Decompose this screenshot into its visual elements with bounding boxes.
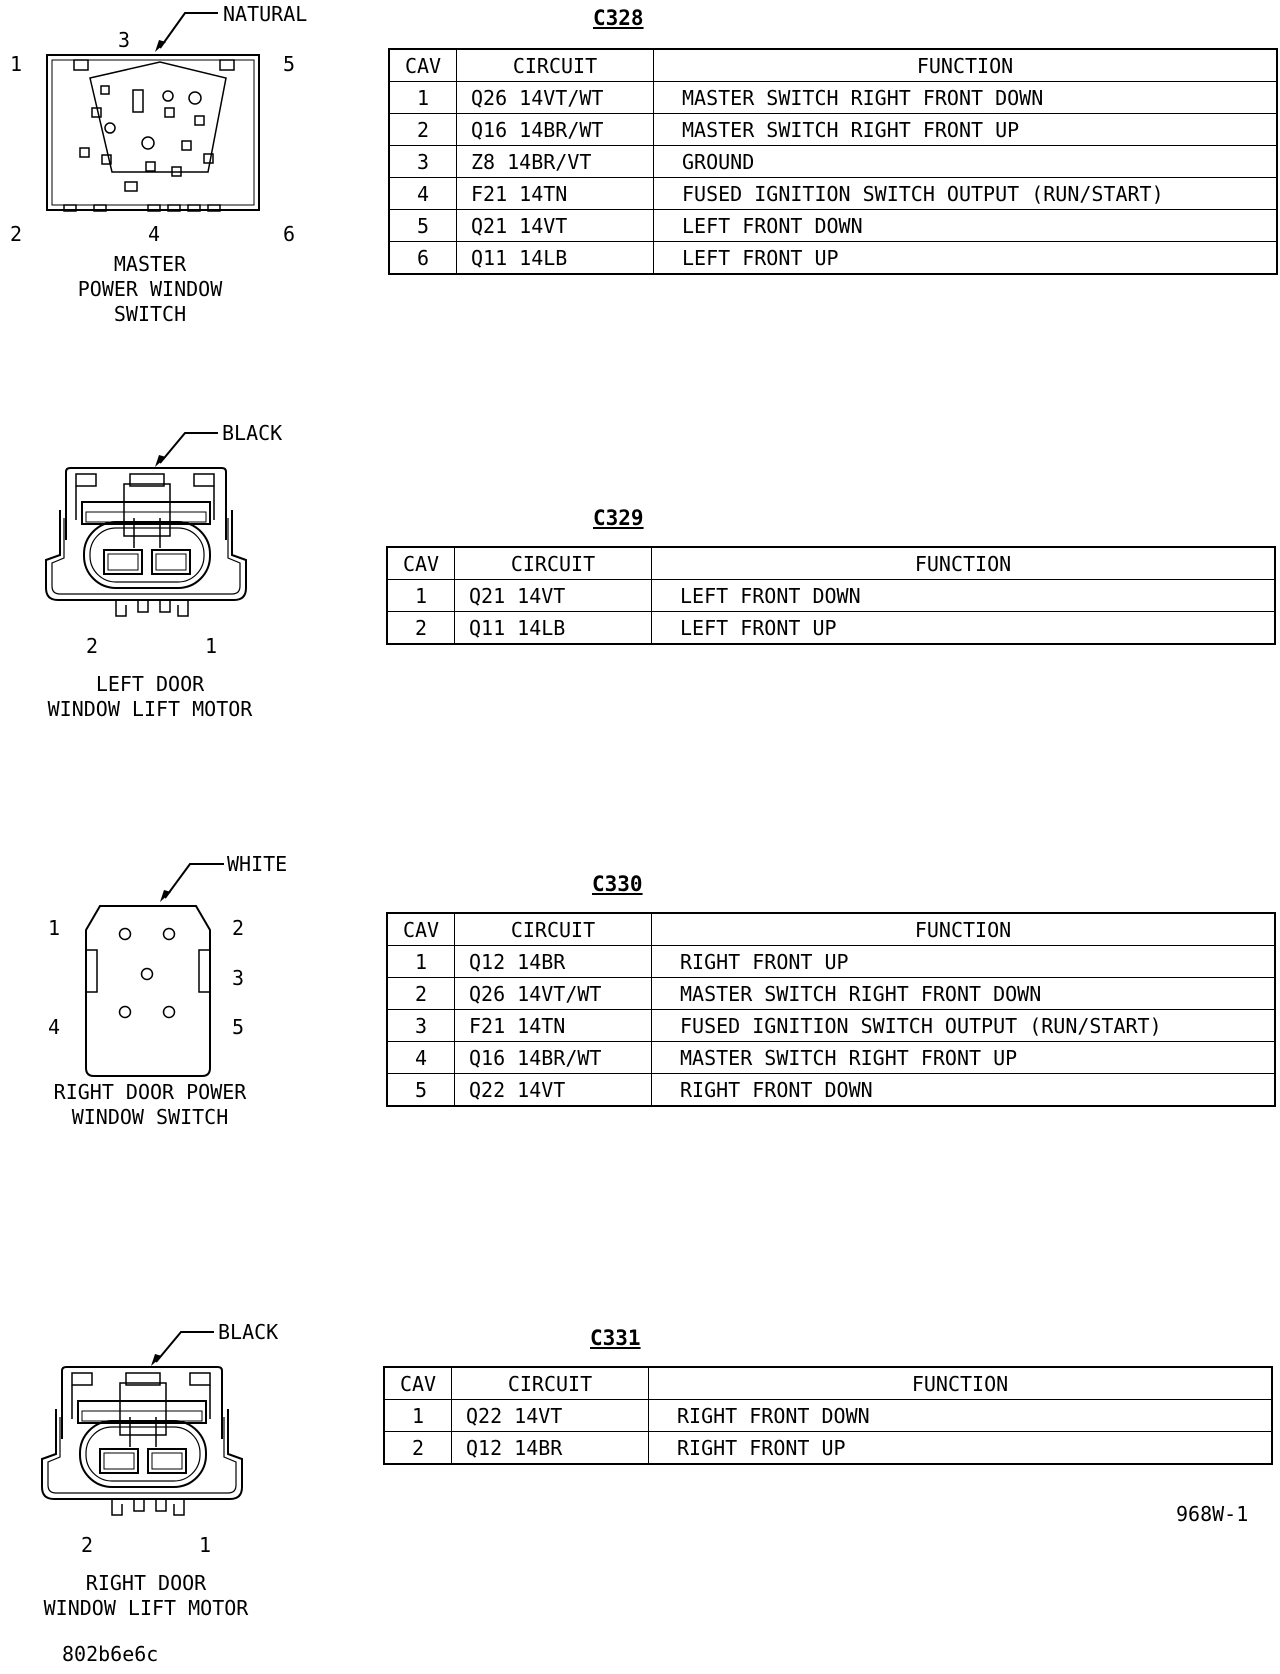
header-circuit: CIRCUIT	[452, 1367, 649, 1400]
table-row	[389, 114, 1277, 146]
c329-color-label: BLACK	[222, 421, 283, 445]
table-row	[389, 242, 1277, 275]
cell-circuit: Q16 14BR/WT	[457, 114, 654, 146]
cell-circuit: Q21 14VT	[457, 210, 654, 242]
c328-caption-line-3: SWITCH	[113, 302, 187, 326]
cell-cav: 4	[389, 178, 457, 210]
c328-caption-line-1: MASTER	[113, 252, 187, 276]
header-function: FUNCTION	[654, 49, 1278, 82]
table-row	[387, 978, 1275, 1010]
cell-function: MASTER SWITCH RIGHT FRONT DOWN	[652, 978, 1276, 1010]
c328-cav-5-label: 5	[283, 52, 296, 76]
c330-cav-3-label: 3	[232, 966, 245, 990]
table-header-row	[387, 547, 1275, 580]
c330-connector-caption	[20, 1080, 280, 1130]
cell-cav: 5	[389, 210, 457, 242]
left-motor-connector-drawing	[0, 400, 300, 660]
c329-pin-table	[386, 546, 1276, 645]
cell-circuit: Q11 14LB	[457, 242, 654, 275]
cell-function: RIGHT FRONT DOWN	[649, 1400, 1273, 1432]
c328-cav-6-label: 6	[283, 222, 296, 246]
c328-title: C328	[593, 6, 644, 30]
c329-title: C329	[593, 506, 644, 530]
table-row	[387, 580, 1275, 612]
cell-function: LEFT FRONT UP	[654, 242, 1278, 275]
header-cav: CAV	[389, 49, 457, 82]
cell-circuit: Q16 14BR/WT	[455, 1042, 652, 1074]
table-header-row	[389, 49, 1277, 82]
c328-color-label: NATURAL	[223, 2, 308, 26]
image-code: 802b6e6c	[62, 1642, 159, 1666]
right-switch-connector-drawing	[0, 840, 300, 1080]
cell-cav: 5	[387, 1074, 455, 1107]
c330-color-label: WHITE	[227, 852, 288, 876]
cell-cav: 2	[389, 114, 457, 146]
cell-function: LEFT FRONT DOWN	[654, 210, 1278, 242]
c328-cav-2-label: 2	[10, 222, 23, 246]
table-row	[389, 210, 1277, 242]
c328-cav-1-label: 1	[10, 52, 23, 76]
c330-title: C330	[592, 872, 643, 896]
header-circuit: CIRCUIT	[457, 49, 654, 82]
table-header-row	[384, 1367, 1272, 1400]
header-cav: CAV	[384, 1367, 452, 1400]
header-circuit: CIRCUIT	[455, 913, 652, 946]
c328-caption-line-2: POWER WINDOW	[77, 277, 223, 301]
header-cav: CAV	[387, 547, 455, 580]
cell-circuit: Q12 14BR	[455, 946, 652, 978]
cell-circuit: Q12 14BR	[452, 1432, 649, 1465]
table-row	[389, 82, 1277, 114]
table-row	[389, 146, 1277, 178]
cell-function: LEFT FRONT DOWN	[652, 580, 1276, 612]
cell-function: MASTER SWITCH RIGHT FRONT UP	[652, 1042, 1276, 1074]
table-row	[387, 1010, 1275, 1042]
cell-cav: 3	[389, 146, 457, 178]
cell-cav: 1	[387, 946, 455, 978]
cell-circuit: F21 14TN	[455, 1010, 652, 1042]
header-circuit: CIRCUIT	[455, 547, 652, 580]
c329-connector-caption	[20, 672, 280, 722]
header-function: FUNCTION	[649, 1367, 1273, 1400]
cell-circuit: Q26 14VT/WT	[455, 978, 652, 1010]
table-row	[384, 1432, 1272, 1465]
cell-circuit: Q22 14VT	[455, 1074, 652, 1107]
cell-circuit: Q22 14VT	[452, 1400, 649, 1432]
cell-cav: 1	[384, 1400, 452, 1432]
c331-cav-2-label: 2	[81, 1533, 94, 1557]
cell-circuit: Q21 14VT	[455, 580, 652, 612]
cell-cav: 3	[387, 1010, 455, 1042]
c330-caption-line-2: WINDOW SWITCH	[71, 1105, 229, 1129]
c331-pin-table	[383, 1366, 1273, 1465]
header-function: FUNCTION	[652, 547, 1276, 580]
cell-function: RIGHT FRONT DOWN	[652, 1074, 1276, 1107]
header-cav: CAV	[387, 913, 455, 946]
c330-cav-2-label: 2	[232, 916, 245, 940]
c330-caption-line-1: RIGHT DOOR POWER	[53, 1080, 247, 1104]
cell-cav: 6	[389, 242, 457, 275]
cell-cav: 1	[389, 82, 457, 114]
cell-function: LEFT FRONT UP	[652, 612, 1276, 645]
master-switch-connector-drawing	[0, 0, 330, 230]
c328-cav-3-label: 3	[118, 28, 131, 52]
table-row	[389, 178, 1277, 210]
c330-cav-5-label: 5	[232, 1015, 245, 1039]
cell-circuit: Q26 14VT/WT	[457, 82, 654, 114]
c329-cav-1-label: 1	[205, 634, 218, 658]
table-row	[387, 1074, 1275, 1107]
cell-function: FUSED IGNITION SWITCH OUTPUT (RUN/START)	[654, 178, 1278, 210]
c329-caption-line-2: WINDOW LIFT MOTOR	[47, 697, 253, 721]
cell-cav: 1	[387, 580, 455, 612]
c330-cav-4-label: 4	[48, 1015, 61, 1039]
cell-cav: 2	[384, 1432, 452, 1465]
table-row	[387, 612, 1275, 645]
c331-caption-line-2: WINDOW LIFT MOTOR	[43, 1596, 249, 1620]
c331-caption-line-1: RIGHT DOOR	[85, 1571, 207, 1595]
c331-connector-caption	[16, 1571, 276, 1621]
header-function: FUNCTION	[652, 913, 1276, 946]
cell-function: MASTER SWITCH RIGHT FRONT DOWN	[654, 82, 1278, 114]
cell-function: MASTER SWITCH RIGHT FRONT UP	[654, 114, 1278, 146]
cell-cav: 2	[387, 612, 455, 645]
cell-function: RIGHT FRONT UP	[652, 946, 1276, 978]
c331-title: C331	[590, 1326, 641, 1350]
c329-cav-2-label: 2	[86, 634, 99, 658]
c331-color-label: BLACK	[218, 1320, 279, 1344]
cell-function: FUSED IGNITION SWITCH OUTPUT (RUN/START)	[652, 1010, 1276, 1042]
c328-connector-caption	[40, 252, 260, 327]
right-motor-connector-drawing	[0, 1299, 296, 1559]
table-header-row	[387, 913, 1275, 946]
table-row	[387, 946, 1275, 978]
cell-circuit: Q11 14LB	[455, 612, 652, 645]
cell-circuit: F21 14TN	[457, 178, 654, 210]
cell-cav: 2	[387, 978, 455, 1010]
c329-caption-line-1: LEFT DOOR	[95, 672, 205, 696]
c328-cav-4-label: 4	[148, 222, 161, 246]
c328-pin-table	[388, 48, 1278, 275]
cell-circuit: Z8 14BR/VT	[457, 146, 654, 178]
figure-id: 968W-1	[1176, 1502, 1249, 1526]
table-row	[387, 1042, 1275, 1074]
cell-cav: 4	[387, 1042, 455, 1074]
table-row	[384, 1400, 1272, 1432]
cell-function: GROUND	[654, 146, 1278, 178]
c331-cav-1-label: 1	[199, 1533, 212, 1557]
c330-pin-table	[386, 912, 1276, 1107]
cell-function: RIGHT FRONT UP	[649, 1432, 1273, 1465]
c330-cav-1-label: 1	[48, 916, 61, 940]
